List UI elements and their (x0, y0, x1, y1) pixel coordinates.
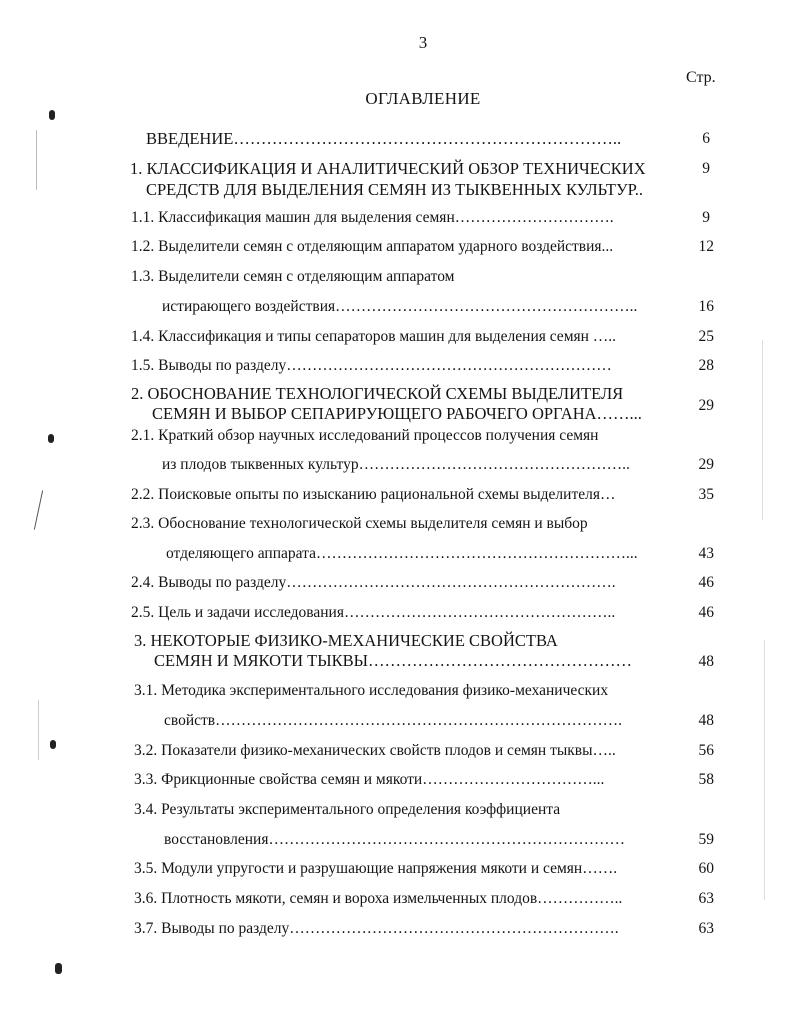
edge-line (38, 700, 39, 760)
toc-entry-page: 29 (698, 456, 714, 473)
toc-entry-page: 59 (698, 831, 714, 848)
toc-entry-page: 25 (698, 328, 714, 345)
page-number: 3 (418, 33, 428, 52)
toc-entry-line: 1.1. Классификация машин для выделения семян…………………………. (131, 209, 614, 226)
toc-entry-line: СЕМЯН И МЯКОТИ ТЫКВЫ………………………………………… (154, 651, 633, 670)
toc-entry-line: 2.1. Краткий обзор научных исследований процессов получения семян (131, 427, 599, 444)
toc-entry-line: 3.6. Плотность мякоти, семян и вороха измельченных плодов…………….. (134, 890, 623, 907)
toc-entry-line: 2.4. Выводы по разделу………………………………………………………. (131, 574, 616, 591)
toc-entry-line: 3.3. Фрикционные свойства семян и мякоти……………………………... (134, 771, 605, 788)
toc-entry-page: 9 (702, 209, 710, 226)
toc-entry-line: ВВЕДЕНИЕ…………………………………………………………….. (146, 129, 622, 148)
toc-entry-page: 16 (698, 298, 714, 315)
toc-entry-line: 3.1. Методика экспериментального исследования физико-механических (134, 682, 609, 699)
toc-entry-line: 2.3. Обоснование технологической схемы выделителя семян и выбор (131, 515, 588, 532)
toc-entry-line: 3.7. Выводы по разделу………………………………………………………. (134, 920, 619, 937)
binding-hole-mark (55, 963, 62, 974)
toc-entry-line: восстановления…………………………………………………………… (164, 831, 625, 848)
toc-entry-page: 46 (698, 574, 714, 591)
binding-hole-mark (50, 740, 56, 749)
page-column-label: Стр. (686, 69, 716, 86)
toc-entry-line: СЕМЯН И ВЫБОР СЕПАРИРУЮЩЕГО РАБОЧЕГО ОРГАНА……... (152, 404, 642, 423)
toc-entry-page: 58 (698, 771, 714, 788)
toc-entry-line: СРЕДСТВ ДЛЯ ВЫДЕЛЕНИЯ СЕМЯН ИЗ ТЫКВЕННЫХ КУЛЬТУР.. (146, 180, 644, 199)
toc-entry-line: отделяющего аппарата……………………………………………………... (166, 545, 638, 562)
edge-line (764, 640, 765, 900)
edge-line (762, 340, 763, 520)
toc-entry-line: 3.2. Показатели физико-механических свойств плодов и семян тыквы….. (134, 742, 616, 759)
toc-entry-line: 1.3. Выделители семян с отделяющим аппаратом (131, 268, 455, 285)
toc-entry-page: 46 (698, 604, 714, 621)
toc-entry-page: 56 (698, 742, 714, 759)
toc-entry-line: свойств……………………………………………………………………. (164, 712, 622, 729)
toc-entry-page: 43 (698, 545, 714, 562)
toc-entry-line: из плодов тыквенных культур…………………………………………….. (162, 456, 630, 473)
binding-hole-mark (49, 110, 55, 120)
edge-line (36, 130, 37, 190)
toc-entry-page: 48 (698, 712, 714, 729)
toc-entry-page: 63 (698, 890, 714, 907)
toc-entry-line: 3.5. Модули упругости и разрушающие напряжения мякоти и семян……. (134, 860, 618, 877)
toc-entry-line: 2. ОБОСНОВАНИЕ ТЕХНОЛОГИЧЕСКОЙ СХЕМЫ ВЫДЕЛИТЕЛЯ (131, 384, 624, 403)
toc-entry-line: 1.4. Классификация и типы сепараторов машин для выделения семян ….. (131, 328, 617, 345)
toc-title: ОГЛАВЛЕНИЕ (365, 89, 481, 108)
toc-entry-page: 28 (698, 357, 714, 374)
toc-entry-line: 1. КЛАССИФИКАЦИЯ И АНАЛИТИЧЕСКИЙ ОБЗОР ТЕХНИЧЕСКИХ (130, 159, 646, 178)
toc-entry-page: 48 (698, 653, 714, 670)
edge-line (34, 490, 43, 529)
toc-entry-line: 3.4. Результаты экспериментального определения коэффициента (134, 801, 561, 818)
toc-entry-page: 6 (702, 130, 710, 147)
toc-entry-page: 63 (698, 920, 714, 937)
toc-entry-page: 60 (698, 860, 714, 877)
toc-entry-line: 1.5. Выводы по разделу……………………………………………………… (131, 357, 612, 374)
toc-entry-line: 2.2. Поисковые опыты по изысканию рациональной схемы выделителя… (131, 486, 616, 503)
toc-entry-line: 2.5. Цель и задачи исследования…………………………………………….. (131, 604, 616, 621)
toc-entry-line: истирающего воздействия………………………………………………….. (162, 298, 638, 315)
toc-entry-page: 12 (698, 238, 714, 255)
toc-entry-line: 3. НЕКОТОРЫЕ ФИЗИКО-МЕХАНИЧЕСКИЕ СВОЙСТВА (134, 631, 558, 650)
toc-entry-line: 1.2. Выделители семян с отделяющим аппаратом ударного воздействия... (131, 238, 614, 255)
toc-entry-page: 9 (702, 160, 710, 177)
binding-hole-mark (48, 434, 54, 443)
toc-entry-page: 29 (698, 397, 714, 414)
toc-entry-page: 35 (698, 486, 714, 503)
